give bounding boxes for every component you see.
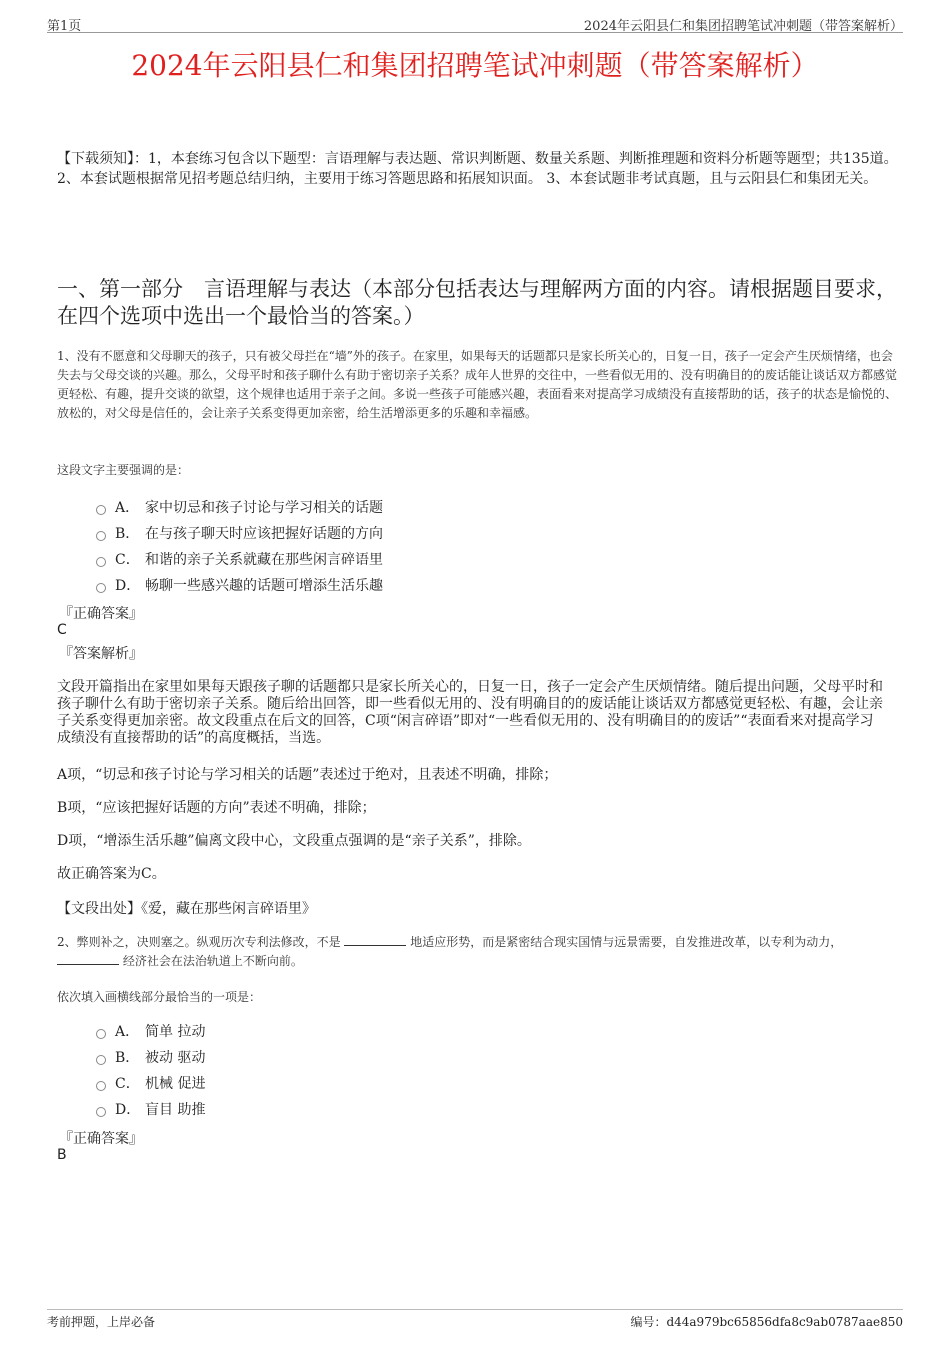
answer-value: C <box>57 622 67 638</box>
question-2-stem: 依次填入画横线部分最恰当的一项是： <box>57 990 262 1004</box>
option-label: B． <box>115 1050 140 1066</box>
option-text: 盲目 助推 <box>145 1102 206 1118</box>
option-label: B． <box>115 526 140 542</box>
radio-icon[interactable] <box>96 583 106 593</box>
analysis-line: D项，“增添生活乐趣”偏离文段中心，文段重点强调的是“亲子关系”，排除。 <box>57 833 531 849</box>
option-a[interactable] <box>96 494 383 520</box>
question-2-text-part: 地适应形势，而是紧密结合现实国情与远景需要，自发推进改革，以专利为动力， <box>410 935 843 949</box>
question-2-options <box>96 1018 205 1122</box>
option-b[interactable] <box>96 1044 205 1070</box>
answer-value: B <box>57 1147 67 1163</box>
footer-doc-id: 编号：d44a979bc65856dfa8c9ab0787aae850 <box>630 1315 903 1329</box>
analysis-conclusion: 故正确答案为C。 <box>57 866 166 882</box>
option-label: D． <box>115 1102 141 1118</box>
question-1-options <box>96 494 383 598</box>
footer-divider <box>47 1309 903 1310</box>
download-notice: 【下载须知】：1，本套练习包含以下题型：言语理解与表达题、常识判断题、数量关系题、判断推理题和资料分析题等题型；共135道。 2、本套试题根据常见招考题总结归纳，主要用于练习答题思路和拓展知识面。 3、本套试题非考试真题，且与云阳县仁和集团无关。 <box>57 151 898 187</box>
analysis-line: B项，“应该把握好话题的方向”表述不明确，排除； <box>57 800 376 816</box>
fill-blank <box>344 935 406 946</box>
option-label: D． <box>115 578 141 594</box>
answer-label: 『正确答案』 <box>59 1131 143 1147</box>
option-c[interactable] <box>96 1070 205 1096</box>
analysis-line: A项，“切忌和孩子讨论与学习相关的话题”表述过于绝对，且表述不明确，排除； <box>57 767 558 783</box>
radio-icon[interactable] <box>96 557 106 567</box>
radio-icon[interactable] <box>96 531 106 541</box>
question-1-text: 1、没有不愿意和父母聊天的孩子，只有被父母拦在“墙”外的孩子。在家里，如果每天的话题都只是家长所关心的，日复一日，孩子一定会产生厌烦情绪，也会失去与父母交谈的兴趣。那么，父母平时和孩子聊什么有助于密切亲子关系？成年人世界的交往中，一些看似无用的、没有明确目的的废话能让谈话双方都感觉更轻松、有趣，提升交谈的欲望，这个规律也适用于亲子之间。多说一些孩子可能感兴趣，表面看来对提高学习成绩没有直接帮助的话，孩子的状态是愉悦的、放松的，对父母是信任的，会让亲子关系变得更加亲密，给生活增添更多的乐趣和幸福感。 <box>57 349 898 420</box>
section-title: 一、第一部分 言语理解与表达（本部分包括表达与理解两方面的内容。请根据题目要求，在四个选项中选出一个最恰当的答案。） <box>57 277 897 328</box>
option-text: 简单 拉动 <box>145 1024 206 1040</box>
radio-icon[interactable] <box>96 1055 106 1065</box>
radio-icon[interactable] <box>96 1029 106 1039</box>
radio-icon[interactable] <box>96 505 106 515</box>
option-text: 被动 驱动 <box>145 1050 206 1066</box>
option-text: 在与孩子聊天时应该把握好话题的方向 <box>145 526 383 542</box>
option-d[interactable] <box>96 1096 205 1122</box>
fill-blank <box>57 954 119 965</box>
option-label: A． <box>115 500 140 516</box>
analysis-paragraph: 文段开篇指出在家里如果每天跟孩子聊的话题都只是家长所关心的，日复一日，孩子一定会产生厌烦情绪。随后提出问题，父母平时和孩子聊什么有助于密切亲子关系。随后给出回答，即一些看似无用的、没有明确目的的废话能让谈话双方都感觉更轻松、有趣，会让亲子关系变得更加亲密。故文段重点在后文的回答，C项“闲言碎语”即对“一些看似无用的、没有明确目的的废话”“表面看来对提高学习成绩没有直接帮助的话”的高度概括，当选。 <box>57 679 883 746</box>
source-citation: 【文段出处】《爱，藏在那些闲言碎语里》 <box>57 901 316 917</box>
option-text: 和谐的亲子关系就藏在那些闲言碎语里 <box>145 552 383 568</box>
option-text: 畅聊一些感兴趣的话题可增添生活乐趣 <box>145 578 383 594</box>
option-label: C． <box>115 552 140 568</box>
radio-icon[interactable] <box>96 1107 106 1117</box>
option-d[interactable] <box>96 572 383 598</box>
answer-label: 『正确答案』 <box>59 606 143 622</box>
option-text: 家中切忌和孩子讨论与学习相关的话题 <box>145 500 383 516</box>
question-2-text-part: 经济社会在法治轨道上不断向前。 <box>122 954 303 968</box>
option-c[interactable] <box>96 546 383 572</box>
question-1-stem: 这段文字主要强调的是： <box>57 463 190 477</box>
page-header <box>47 12 903 33</box>
option-label: A． <box>115 1024 140 1040</box>
document-title: 2024年云阳县仁和集团招聘笔试冲刺题（带答案解析） <box>131 49 819 82</box>
option-label: C． <box>115 1076 140 1092</box>
option-b[interactable] <box>96 520 383 546</box>
page-number: 第1页 <box>47 19 82 34</box>
option-a[interactable] <box>96 1018 205 1044</box>
question-2-text-part: 2、弊则补之，决则塞之。纵观历次专利法修改，不是 <box>57 935 341 949</box>
option-text: 机械 促进 <box>145 1076 206 1092</box>
radio-icon[interactable] <box>96 1081 106 1091</box>
header-doc-title: 2024年云阳县仁和集团招聘笔试冲刺题（带答案解析） <box>583 19 903 34</box>
analysis-label: 『答案解析』 <box>59 646 143 662</box>
question-2-text <box>57 933 899 971</box>
footer-slogan: 考前押题，上岸必备 <box>47 1315 156 1329</box>
